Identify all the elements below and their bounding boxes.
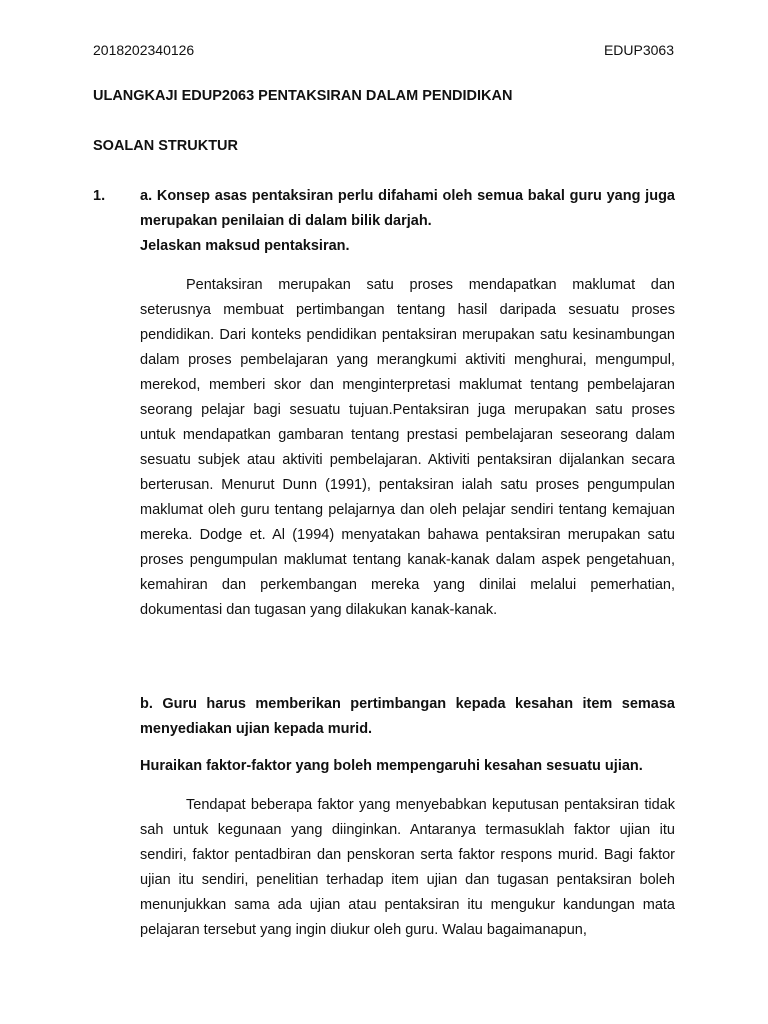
- header-student-id: 2018202340126: [93, 42, 195, 58]
- part-a-question: a. Konsep asas pentaksiran perlu difahami oleh semua bakal guru yang juga merupakan penilaian di dalam bilik darjah.: [140, 188, 675, 229]
- part-b-answer: Tendapat beberapa faktor yang menyebabkan keputusan pentaksiran tidak sah untuk kegunaan yang diinginkan. Antaranya termasuklah faktor ujian itu sendiri, faktor pentadbiran dan penskoran serta faktor respons murid. Bagi faktor ujian itu sendiri, penelitian terhadap item ujian dan tugasan pentaksiran boleh menunjukkan sama ada ujian atau pentaksiran itu mengukur kandungan mata pelajaran tersebut yang ingin diukur oleh guru. Walau bagaimanapun,: [140, 797, 675, 938]
- part-b: [140, 692, 675, 943]
- header-course-code: EDUP3063: [603, 42, 674, 58]
- part-a: [140, 184, 675, 623]
- document-title: ULANGKAJI EDUP2063 PENTAKSIRAN DALAM PENDIDIKAN: [93, 88, 513, 104]
- part-b-instruction: Huraikan faktor-faktor yang boleh mempengaruhi kesahan sesuatu ujian.: [140, 758, 643, 774]
- part-b-question: b. Guru harus memberikan pertimbangan kepada kesahan item semasa menyediakan ujian kepada murid.: [140, 696, 675, 737]
- section-heading: SOALAN STRUKTUR: [93, 138, 238, 154]
- question-number: 1.: [93, 188, 106, 204]
- part-a-instruction: Jelaskan maksud pentaksiran.: [140, 238, 350, 254]
- part-a-answer: Pentaksiran merupakan satu proses mendapatkan maklumat dan seterusnya membuat pertimbangan tentang hasil daripada sesuatu proses pendidikan. Dari konteks pendidikan pentaksiran merupakan satu kesinambungan dalam proses pembelajaran yang merangkumi aktiviti menghurai, mengumpul, merekod, memberi skor dan menginterpretasi maklumat tentang pembelajaran seorang pelajar bagi sesuatu tujuan.Pentaksiran juga merupakan satu proses untuk mendapatkan gambaran tentang prestasi pembelajaran seseorang dalam sesuatu subjek atau aktiviti pembelajaran. Aktiviti pentaksiran dijalankan secara berterusan. Menurut Dunn (1991), pentaksiran ialah satu proses pengumpulan maklumat oleh guru tentang pelajarnya dan oleh pelajar sendiri tentang kemajuan mereka. Dodge et. Al (1994) menyatakan bahawa pentaksiran merupakan satu proses pengumpulan maklumat tentang kanak-kanak dalam aspek pengetahuan, kemahiran dan perkembangan mereka yang dinilai melalui pemerhatian, dokumentasi dan tugasan yang dilakukan kanak-kanak.: [140, 277, 675, 618]
